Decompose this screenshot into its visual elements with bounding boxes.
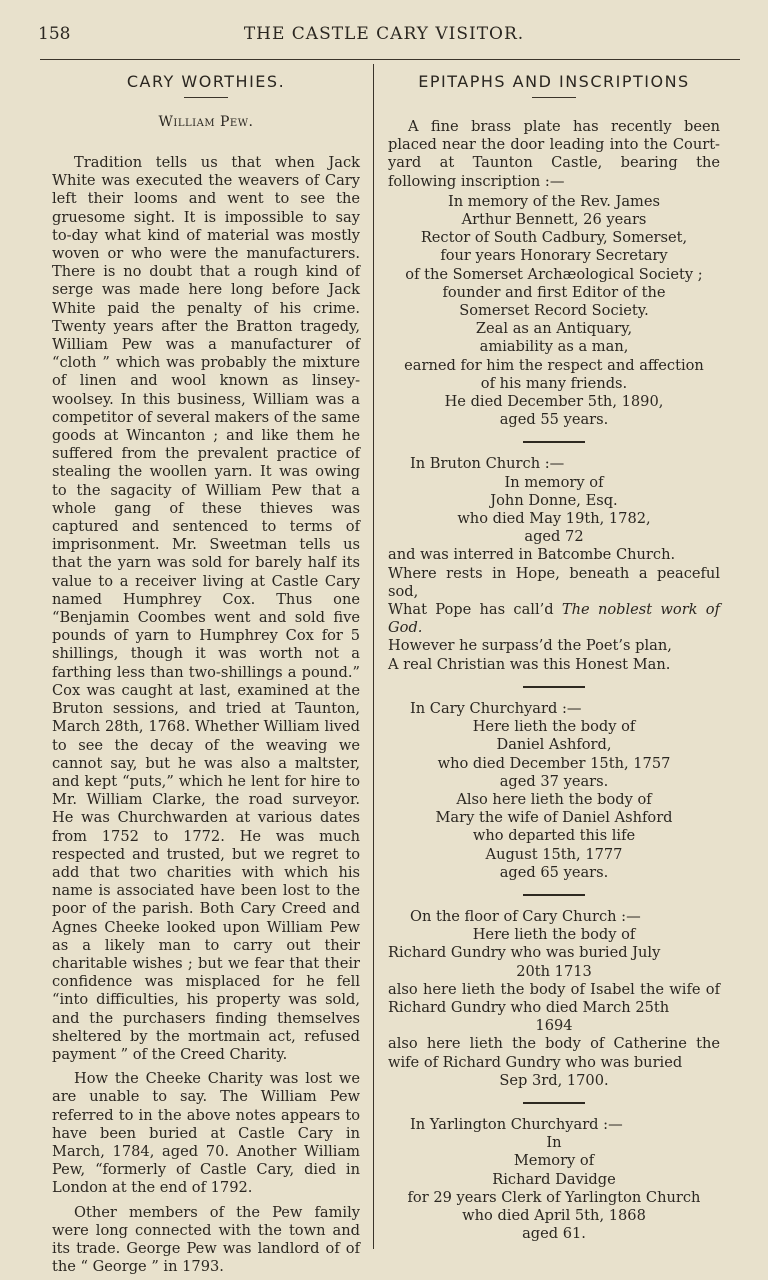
inscription-line: aged 72 xyxy=(524,528,584,546)
inscription-line: Here lieth the body of xyxy=(472,718,636,736)
column-divider xyxy=(373,64,374,1249)
cary-worthies-article xyxy=(52,154,360,1276)
verse-text: What Pope has call’d xyxy=(388,601,562,619)
inscription-line: Zeal as an Antiquary, xyxy=(475,320,633,338)
cary-churchyard-epitaph xyxy=(388,700,720,882)
inscription-line: Somerset Record Society. xyxy=(459,302,649,320)
inscription-line: 1694 xyxy=(535,1017,573,1035)
heading-rule xyxy=(532,97,576,98)
inscription-line: of his many friends. xyxy=(480,374,628,392)
inscription-line: Mary the wife of Daniel Ashford xyxy=(435,809,673,827)
inscription-line: Arthur Bennett, 26 years xyxy=(461,211,647,229)
section-separator xyxy=(523,441,585,443)
inscription-line: who died May 19th, 1782, xyxy=(457,510,651,528)
inscription-line: aged 65 years. xyxy=(499,863,609,881)
william-pew-subheading: William Pew. xyxy=(158,114,254,130)
epitaphs-heading: EPITAPHS AND INSCRIPTIONS xyxy=(418,72,690,91)
running-title: THE CASTLE CARY VISITOR. xyxy=(243,24,525,44)
inscription-line: In xyxy=(546,1134,562,1152)
inscription-line: Here lieth the body of xyxy=(472,926,636,944)
verse-italic: The noblest work of God. xyxy=(388,601,720,637)
inscription-line: Where rests in Hope, beneath a peaceful sod, xyxy=(388,564,720,600)
inscription-line: Rector of South Cadbury, Somerset, xyxy=(420,229,688,247)
inscription-line: aged 37 years. xyxy=(499,772,609,790)
inscription-line: In memory of the Rev. James xyxy=(447,192,661,210)
epitaph-location: In Yarlington Churchyard :— xyxy=(410,1115,623,1133)
inscription-line: A real Christian was this Honest Man. xyxy=(388,655,671,673)
epitaph-location: In Cary Churchyard :— xyxy=(410,699,582,717)
article-paragraph: How the Cheeke Charity was lost we are unable to say. The William Pew referred to in the above notes appears to have been buried at Castle Cary in March, 1784, aged 70. Another William Pew, “formerly of Castle Cary, died in London at the end of 1792. xyxy=(52,1070,360,1197)
inscription-line: John Donne, Esq. xyxy=(490,491,618,509)
inscription-line: earned for him the respect and affection xyxy=(404,356,704,374)
left-column xyxy=(52,66,360,1276)
inscription-line: who departed this life xyxy=(472,827,636,845)
inscription-line: Sep 3rd, 1700. xyxy=(499,1071,609,1089)
heading-rule xyxy=(184,97,228,98)
inscription-line: amiability as a man, xyxy=(479,338,629,356)
bennett-inscription xyxy=(388,193,720,430)
inscription-line: He died December 5th, 1890, xyxy=(444,393,664,411)
inscription-line: In memory of xyxy=(504,473,604,491)
right-column xyxy=(388,66,720,1243)
inscription-line: Also here lieth the body of xyxy=(456,790,652,808)
epitaphs-intro xyxy=(388,118,720,191)
inscription-line: who died December 15th, 1757 xyxy=(437,754,671,772)
inscription-line: who died April 5th, 1868 xyxy=(462,1206,646,1224)
yarlington-epitaph xyxy=(388,1116,720,1243)
intro-paragraph: A fine brass plate has recently been placed near the door leading into the Court-yard at Taunton Castle, bearing the following inscription :— xyxy=(388,118,720,190)
inscription-line: also here lieth the body of Isabel the wife of Richard Gundry who died March 25th xyxy=(388,980,720,1016)
inscription-line: aged 61. xyxy=(522,1225,586,1243)
section-separator xyxy=(523,686,585,688)
inscription-line: Richard Davidge xyxy=(492,1170,616,1188)
inscription-line: aged 55 years. xyxy=(499,411,609,429)
article-paragraph: Other members of the Pew family were long connected with the town and its trade. George Pew was landlord of of the “ George ” in 1793. xyxy=(52,1203,360,1276)
section-separator xyxy=(523,894,585,896)
header-rule xyxy=(40,59,740,60)
cary-church-floor-epitaph xyxy=(388,908,720,1090)
inscription-line: 20th 1713 xyxy=(516,962,592,980)
inscription-line: for 29 years Clerk of Yarlington Church xyxy=(407,1188,701,1206)
inscription-line: August 15th, 1777 xyxy=(485,845,623,863)
inscription-line xyxy=(388,601,720,637)
inscription-line: four years Honorary Secretary xyxy=(440,247,668,265)
inscription-line: Memory of xyxy=(513,1152,595,1170)
epitaph-location: On the floor of Cary Church :— xyxy=(410,907,641,925)
section-separator xyxy=(523,1102,585,1104)
cary-worthies-heading: CARY WORTHIES. xyxy=(126,72,286,91)
page-header xyxy=(30,20,738,50)
inscription-line: Richard Gundry who was buried July xyxy=(388,944,661,962)
inscription-line: of the Somerset Archæological Society ; xyxy=(405,265,703,283)
inscription-line: However he surpass’d the Poet’s plan, xyxy=(388,637,672,655)
bruton-church-epitaph xyxy=(388,455,720,673)
article-paragraph: Tradition tells us that when Jack White was executed the weavers of Cary left their looms and went to see the gruesome sight. It is impossible to say to-day what kind of material was mostly woven or who were the manufacturers. There is no doubt that a rough kind of serge was made here long before Jack White paid the penalty of his crime. Twenty years after the Bratton tragedy, William Pew was a manufacturer of “cloth ” which was probably the mixture of linen and wool known as linsey-woolsey. In this business, William was a competitor of several makers of the same goods at Wincanton ; and like them he suffered from the prevalent practice of stealing the woollen yarn. It was owing to the sagacity of William Pew that a whole gang of these thieves was captured and sentenced to terms of imprisonment. Mr. Sweetman tells us that the yarn was sold for barely half its value to a receiver living at Castle Cary named Humphrey Cox. Thus one “Benjamin Coombes went and sold five pounds of yarn to Humphrey Cox for 5 shillings, though it was worth not a farthing less than two-shillings a pound.” Cox was caught at last, examined at the Bruton sessions, and tried at Taunton, March 28th, 1768. Whether William lived to see the decay of the weaving we cannot say, but he was also a maltster, and kept “puts,” which he lent for hire to Mr. William Clarke, the road surveyor. He was Churchwarden at various dates from 1752 to 1772. He was much respected and trusted, but we regret to add that two charities with which his name is associated have been lost to the poor of the parish. Both Cary Creed and Agnes Cheeke looked upon William Pew as a likely man to carry out their charitable wishes ; but we fear that their confidence was misplaced for he fell “into difficulties, his property was sold, and the purchasers finding themselves sheltered by the mortmain act, refused payment ” of the Creed Charity. xyxy=(52,154,360,1063)
page-number: 158 xyxy=(38,24,71,44)
inscription-line: Daniel Ashford, xyxy=(496,736,612,754)
inscription-line: and was interred in Batcombe Church. xyxy=(388,546,676,564)
inscription-line: also here lieth the body of Catherine the wife of Richard Gundry who was buried xyxy=(388,1035,720,1071)
epitaph-location: In Bruton Church :— xyxy=(410,455,565,473)
inscription-line: founder and first Editor of the xyxy=(442,283,666,301)
